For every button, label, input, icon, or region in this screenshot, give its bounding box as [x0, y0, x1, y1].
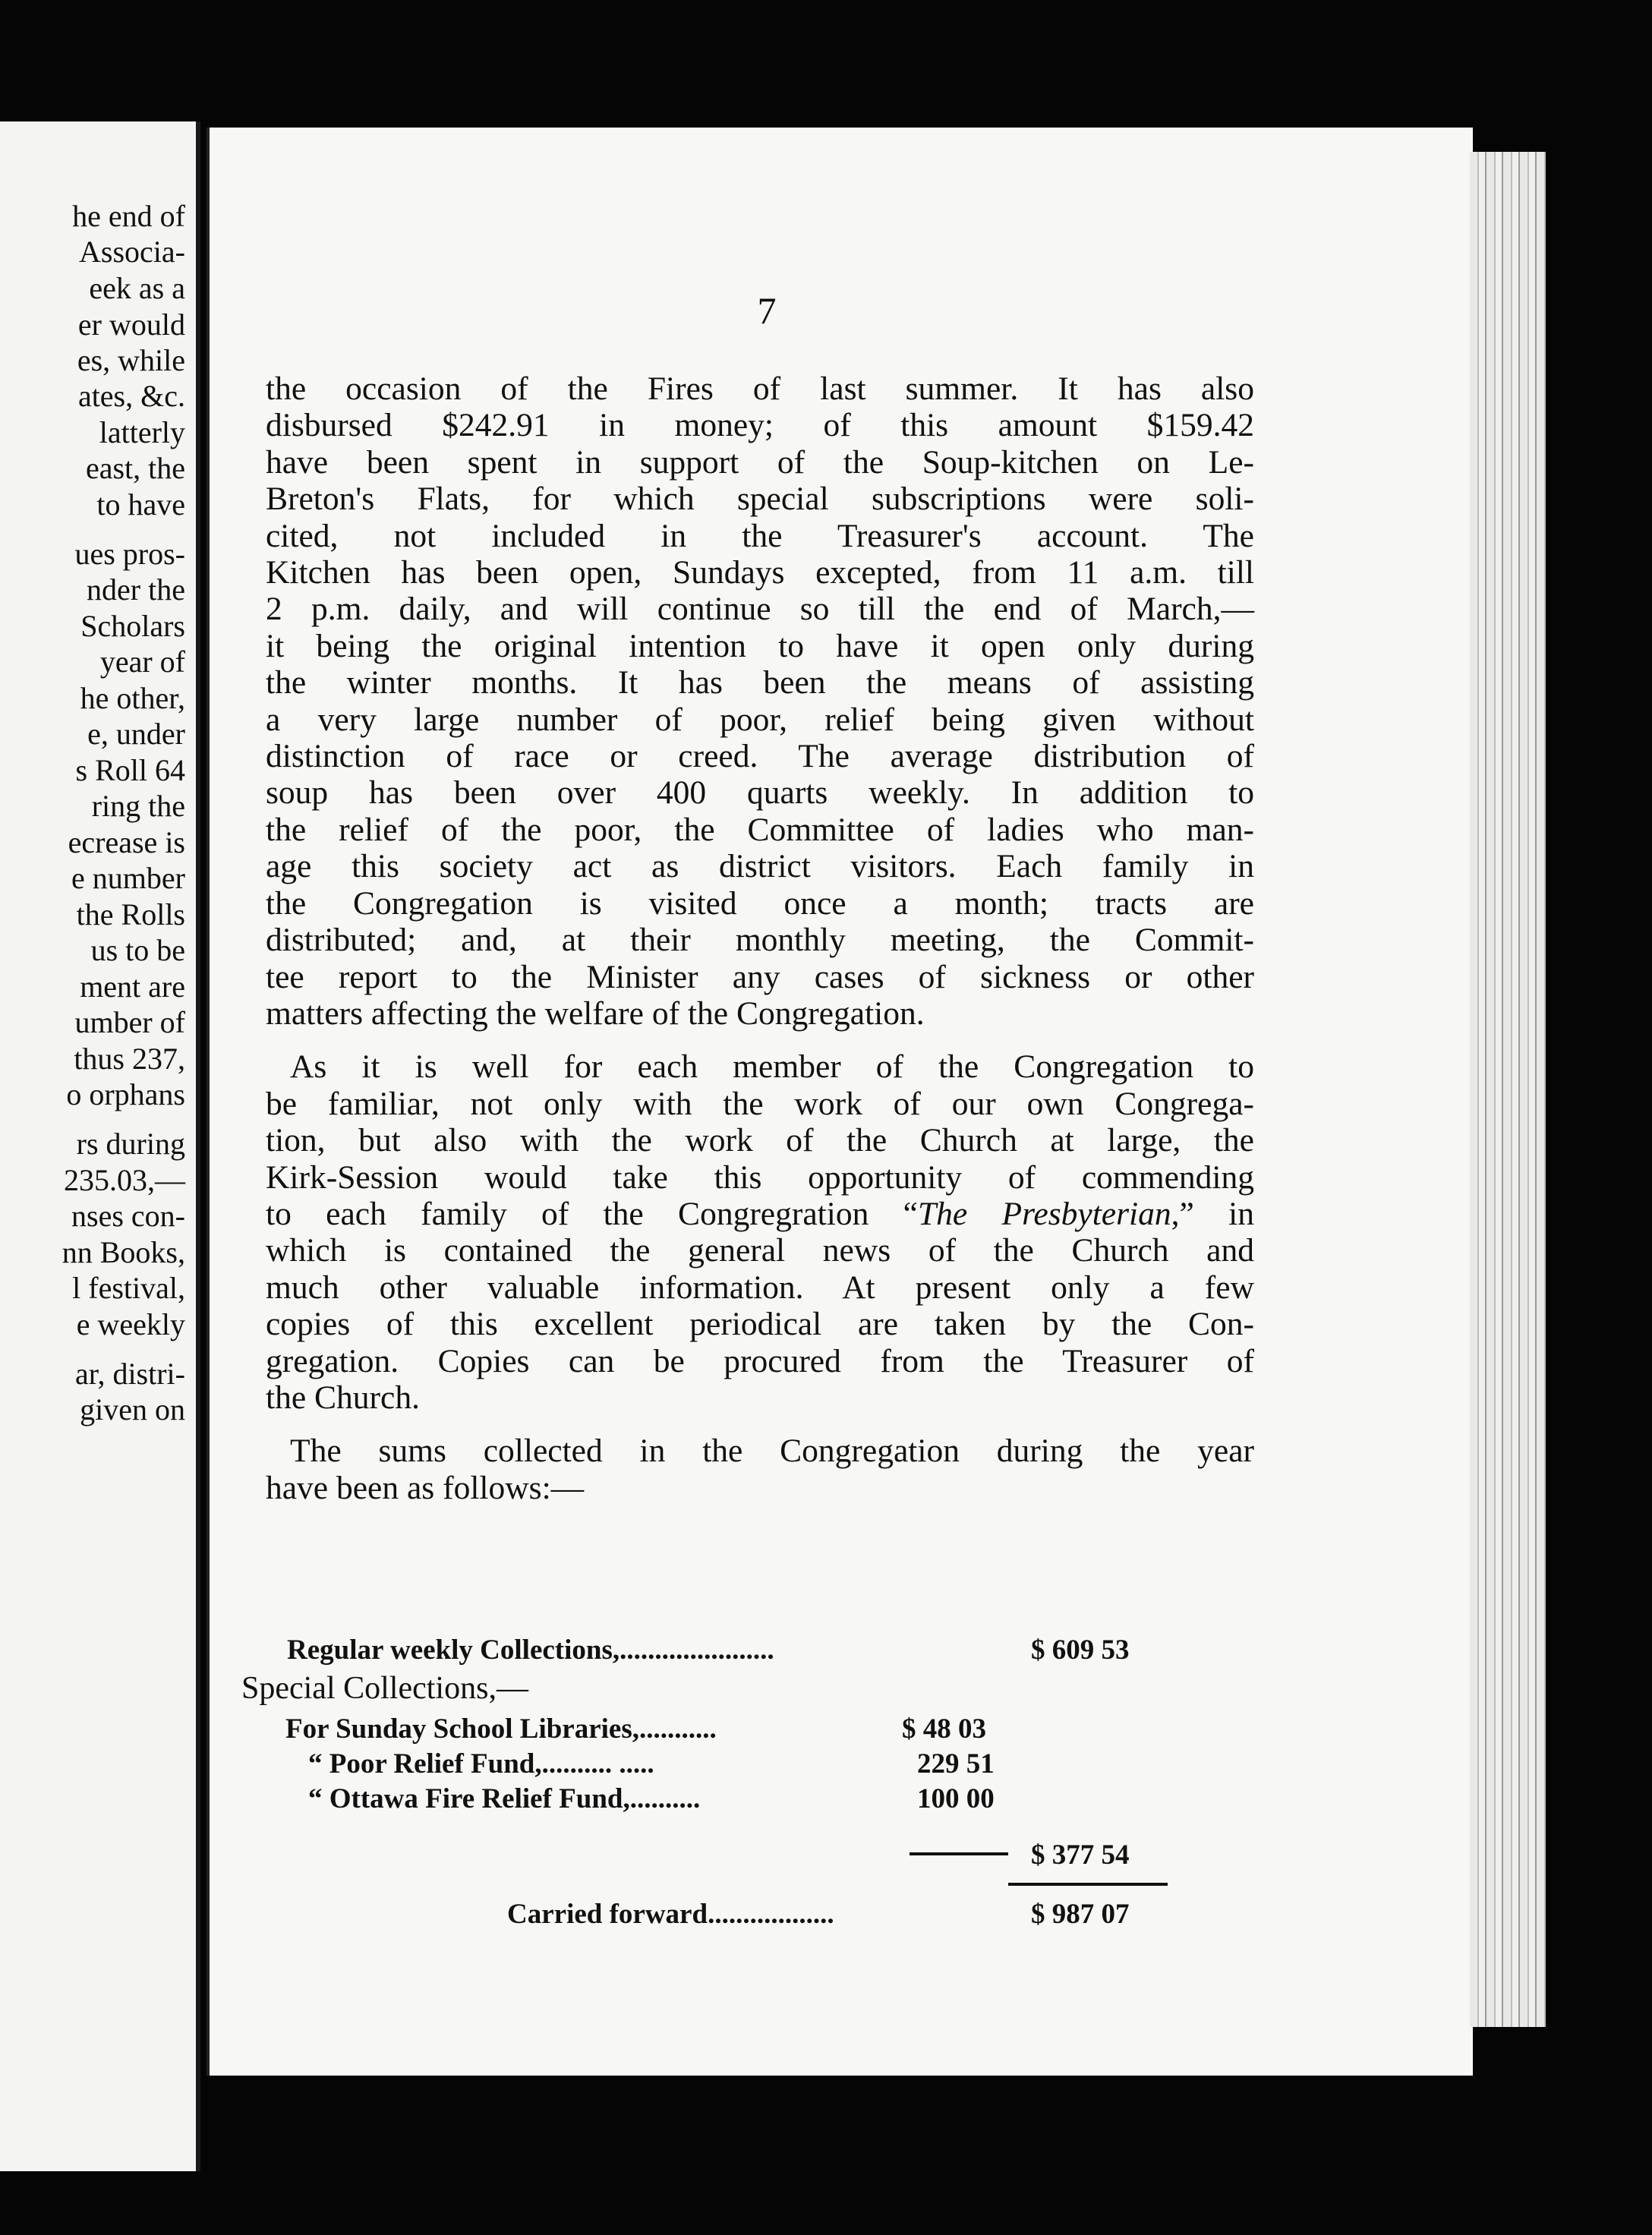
left-page-fragment: ar, distri-: [74, 1357, 185, 1391]
page-edges: [1470, 152, 1546, 2027]
ledger-leader: ..........: [629, 1783, 701, 1814]
ledger-row-regular: [287, 1634, 774, 1666]
text-line: distributed; and, at their monthly meeting, the Commit-: [266, 922, 1254, 959]
paragraph-1: [266, 370, 1254, 1032]
body-text: [266, 370, 1254, 1506]
text-line: 2 p.m. daily, and will continue so till the end of March,—: [266, 591, 1254, 628]
left-page-fragment: 235.03,—: [64, 1163, 185, 1197]
ledger-amount-special-total: $ 377 54: [1031, 1839, 1130, 1871]
text-line: Breton's Flats, for which special subscriptions were soli-: [266, 481, 1254, 518]
left-page-fragment: s Roll 64: [75, 753, 185, 787]
paragraph-3: [266, 1433, 1254, 1506]
ledger-amount-item: $ 48 03: [902, 1713, 986, 1745]
ledger-row-item: [308, 1783, 700, 1815]
text-line: the Church.: [266, 1379, 420, 1416]
text-line: disbursed $242.91 in money; of this amount $159.42: [266, 407, 1254, 444]
left-page-fragment: ues pros-: [74, 537, 185, 571]
left-page-fragment: east, the: [85, 451, 185, 485]
left-page-fragment: nder the: [87, 572, 185, 607]
text-line: much other valuable information. At present only a few: [266, 1269, 1254, 1306]
text-line: the Congregation is visited once a month; tracts are: [266, 884, 1254, 922]
left-page-fragment: ates, &c.: [77, 379, 185, 413]
left-page-fragment: Associa-: [79, 235, 185, 269]
text-line: to each family of the Congregration “The Presbyterian,” in: [266, 1195, 1254, 1232]
text-line: cited, not included in the Treasurer's account. The: [266, 517, 1254, 554]
ledger-leader: ..................: [708, 1899, 834, 1930]
left-page-fragment: us to be: [90, 933, 185, 967]
left-page-fragment: given on: [80, 1392, 185, 1426]
text-line: Kitchen has been open, Sundays excepted, from 11 a.m. till: [266, 554, 1254, 591]
ledger-leader: ...........: [639, 1713, 717, 1745]
page-number: 7: [757, 289, 777, 332]
left-page-fragment: latterly: [99, 415, 185, 449]
left-page-fragment: es, while: [77, 343, 185, 377]
text-line: As it is well for each member of the Congregation to: [290, 1048, 1254, 1086]
ledger-amount-item: 229 51: [917, 1748, 995, 1779]
left-page-fragment: er would: [77, 307, 185, 342]
text-line: which is contained the general news of the Church and: [266, 1232, 1254, 1269]
left-page-fragment: e, under: [87, 717, 185, 751]
left-page-fragment: rs during: [76, 1127, 185, 1161]
ledger-amount-regular: $ 609 53: [1031, 1634, 1130, 1666]
left-page-fragment: nses con-: [71, 1199, 185, 1233]
ledger-leader: .......... .....: [541, 1748, 654, 1779]
text-line: gregation. Copies can be procured from the Treasurer of: [266, 1342, 1254, 1379]
text-line: be familiar, not only with the work of our own Congrega-: [266, 1085, 1254, 1122]
text-line: a very large number of poor, relief being given without: [266, 701, 1254, 738]
left-page-fragment: umber of: [74, 1005, 185, 1039]
text-line: copies of this excellent periodical are taken by the Con-: [266, 1306, 1254, 1343]
ledger-row-item: [308, 1748, 654, 1780]
left-page-fragment: he other,: [80, 681, 185, 715]
text-line: The sums collected in the Congregation during the year: [290, 1433, 1254, 1470]
ledger-label: “ Poor Relief Fund,: [308, 1748, 542, 1779]
special-collections-heading: Special Collections,—: [241, 1671, 528, 1706]
ledger-label: “ Ottawa Fire Relief Fund,: [308, 1783, 630, 1814]
text-line: soup has been over 400 quarts weekly. In addition to: [266, 774, 1254, 812]
ledger-row-carried-forward: [507, 1898, 834, 1931]
text-line: have been as follows:—: [266, 1469, 585, 1506]
text-line: the winter months. It has been the means of assisting: [266, 664, 1254, 701]
text-line: Kirk-Session would take this opportunity of commending: [266, 1158, 1254, 1196]
left-page-fragment: ring the: [91, 789, 185, 823]
left-page-fragment: eek as a: [89, 271, 185, 305]
left-page-fragment: nn Books,: [61, 1235, 185, 1269]
left-page-fragment: year of: [99, 645, 185, 679]
text-line: tion, but also with the work of the Church at large, the: [266, 1122, 1254, 1159]
ledger-amount-carried-forward: $ 987 07: [1031, 1899, 1130, 1930]
ledger-label: For Sunday School Libraries,: [285, 1713, 640, 1745]
text-line: distinction of race or creed. The average distribution of: [266, 738, 1254, 775]
total-rule: [1008, 1883, 1168, 1886]
left-page-fragment: l festival,: [72, 1271, 185, 1305]
left-page-fragment: Scholars: [80, 609, 185, 643]
ledger-row-item: [285, 1713, 717, 1745]
left-page-fragment: the Rolls: [76, 897, 185, 932]
left-page-fragment: he end of: [72, 199, 185, 233]
ledger-leader: ......................: [620, 1634, 774, 1666]
left-page-fragment: to have: [96, 487, 185, 522]
text-line: it being the original intention to have it open only during: [266, 627, 1254, 664]
text-line: matters affecting the welfare of the Congregation.: [266, 995, 925, 1032]
left-page: [0, 121, 200, 2171]
text-line: have been spent in support of the Soup-kitchen on Le-: [266, 443, 1254, 481]
ledger-label: Carried forward: [507, 1899, 708, 1930]
left-page-fragment: thus 237,: [74, 1042, 185, 1076]
ledger-label: Regular weekly Collections,: [287, 1634, 620, 1666]
text-line: age this society act as district visitors. Each family in: [266, 848, 1254, 885]
text-line: the relief of the poor, the Committee of ladies who man-: [266, 811, 1254, 848]
ledger-amount-item: 100 00: [917, 1783, 995, 1814]
left-page-fragment: ecrease is: [68, 825, 185, 859]
text-line: the occasion of the Fires of last summer. It has also: [266, 370, 1254, 407]
left-page-fragment: e number: [71, 861, 185, 895]
left-page-fragment: o orphans: [66, 1077, 185, 1111]
paragraph-2: [266, 1048, 1254, 1416]
left-page-fragment: ment are: [80, 969, 185, 1004]
left-page-fragment: e weekly: [76, 1307, 185, 1341]
subtotal-rule: [910, 1852, 1008, 1855]
text-line: tee report to the Minister any cases of sickness or other: [266, 958, 1254, 995]
